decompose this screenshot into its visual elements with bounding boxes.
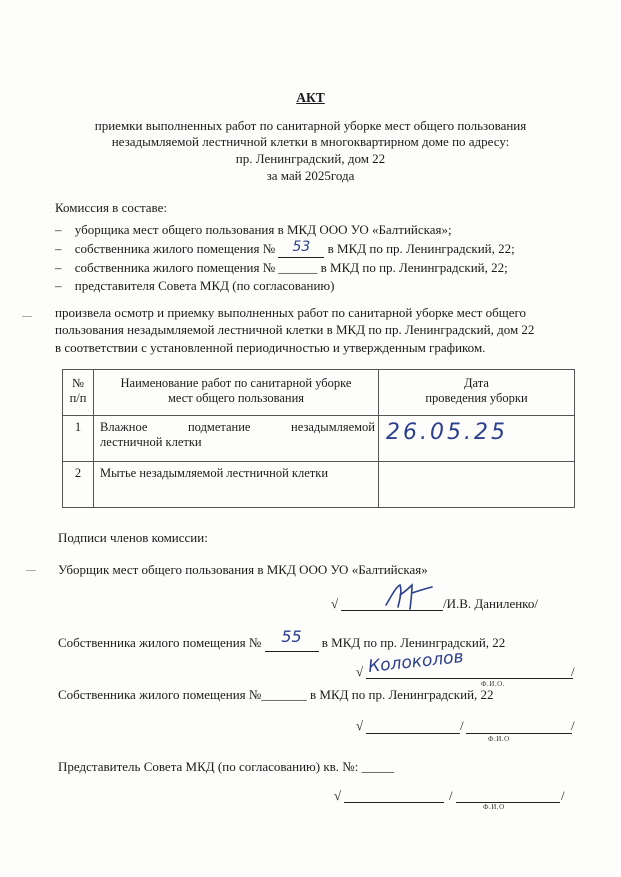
- check-mark: √: [356, 664, 364, 679]
- row-number: 1: [63, 416, 94, 462]
- commission-item-4-text: представителя Совета МКД (по согласованию): [74, 278, 335, 293]
- margin-mark: [22, 316, 32, 317]
- statement-line-2: пользования незадымляемой лестничной клетки в МКД по пр. Ленинградский, дом 22: [55, 322, 535, 337]
- commission-item-4: [55, 278, 334, 294]
- slash-mark: /: [571, 664, 575, 679]
- header-work-name: [94, 370, 379, 416]
- cleaner-name: /И.В. Даниленко/: [443, 596, 538, 611]
- table-row: [63, 416, 575, 462]
- subtitle-line-2: незадымляемой лестничной клетки в многоквартирном доме по адресу:: [111, 134, 510, 149]
- margin-mark: [26, 570, 36, 571]
- row-number: 2: [63, 462, 94, 508]
- header-number-line-1: №: [72, 376, 84, 390]
- header-number-line-2: п/п: [69, 391, 87, 405]
- document-title: АКТ: [296, 90, 325, 105]
- commission-item-1-text: уборщика мест общего пользования в МКД ООО УО «Балтийская»;: [74, 222, 452, 237]
- representative-label: Представитель Совета МКД (по согласованию) кв. №: _____: [58, 759, 395, 774]
- row-work-name: [94, 416, 379, 462]
- check-mark: √: [356, 718, 364, 733]
- owner1-before: Собственника жилого помещения №: [58, 635, 262, 650]
- header-work-name-line-2: мест общего пользования: [167, 391, 305, 405]
- owner-number-handwritten: 53: [292, 239, 311, 255]
- owner1-signature-line: [366, 678, 573, 679]
- row-date-handwritten: 26.05.25: [386, 420, 508, 445]
- header-date: [379, 370, 575, 416]
- header-number: [63, 370, 94, 416]
- subtitle-line-1: приемки выполненных работ по санитарной уборке мест общего пользования: [94, 118, 527, 133]
- owner-number-field: [278, 241, 324, 258]
- commission-item-1: [55, 222, 452, 238]
- commission-item-3-text: собственника жилого помещения № ______ в МКД по пр. Ленинградский, 22;: [74, 260, 508, 275]
- check-mark: √: [331, 596, 339, 611]
- row-work-name-line-1: Влажное подметание незадымляемой: [100, 420, 375, 434]
- fio-caption: Ф.И.О: [483, 803, 505, 811]
- signatures-heading: Подписи членов комиссии:: [58, 530, 208, 545]
- commission-item-2-after: в МКД по пр. Ленинградский, 22;: [327, 241, 515, 256]
- slash-mark: /: [449, 788, 453, 803]
- commission-item-2-before: собственника жилого помещения №: [74, 241, 276, 256]
- commission-item-3: [55, 260, 508, 276]
- row-work-name-line-2: лестничной клетки: [100, 435, 202, 449]
- header-work-name-line-1: Наименование работ по санитарной уборке: [120, 376, 352, 390]
- row-date-cell: [379, 462, 575, 508]
- header-date-line-2: проведения уборки: [425, 391, 528, 405]
- commission-item-2: [55, 241, 515, 258]
- owner2-name-line: [466, 733, 572, 734]
- representative-name-line: [456, 802, 560, 803]
- works-table: [62, 369, 575, 508]
- statement-line-1: произвела осмотр и приемку выполненных работ по санитарной уборке мест общего: [55, 305, 527, 320]
- cleaner-signature: [382, 581, 438, 611]
- check-mark: √: [334, 788, 342, 803]
- row-date-cell: [379, 416, 575, 462]
- slash-mark: /: [561, 788, 565, 803]
- slash-mark: /: [460, 718, 464, 733]
- address-line: пр. Ленинградский, дом 22: [235, 151, 386, 166]
- dash-marker: –: [55, 260, 62, 275]
- row-work-name-line-1: Мытье незадымляемой лестничной клетки: [100, 466, 329, 480]
- period-line: за май 2025года: [266, 168, 355, 183]
- table-header-row: [63, 370, 575, 416]
- owner1-number-field: [265, 627, 319, 652]
- dash-marker: –: [55, 278, 62, 293]
- commission-intro: Комиссия в составе:: [55, 200, 167, 215]
- statement-line-3: в соответствии с установленной периодичностью и утвержденным графиком.: [55, 340, 486, 355]
- owner2-signature-line: [366, 733, 460, 734]
- representative-signature-line: [344, 802, 444, 803]
- dash-marker: –: [55, 222, 62, 237]
- owner1-after: в МКД по пр. Ленинградский, 22: [321, 635, 506, 650]
- dash-marker: –: [55, 241, 62, 256]
- fio-caption: Ф.И.О.: [481, 680, 505, 688]
- cleaner-label: Уборщик мест общего пользования в МКД ООО УО «Балтийская»: [58, 562, 428, 577]
- owner2-label: Собственника жилого помещения №_______ в МКД по пр. Ленинградский, 22: [58, 687, 494, 702]
- owner1-signature-handwritten: Колоколов: [367, 647, 465, 677]
- fio-caption: Ф.И.О: [488, 735, 510, 743]
- slash-mark: /: [571, 718, 575, 733]
- owner1-number-handwritten: 55: [281, 627, 302, 646]
- table-row: [63, 462, 575, 508]
- header-date-line-1: Дата: [464, 376, 489, 390]
- row-work-name: [94, 462, 379, 508]
